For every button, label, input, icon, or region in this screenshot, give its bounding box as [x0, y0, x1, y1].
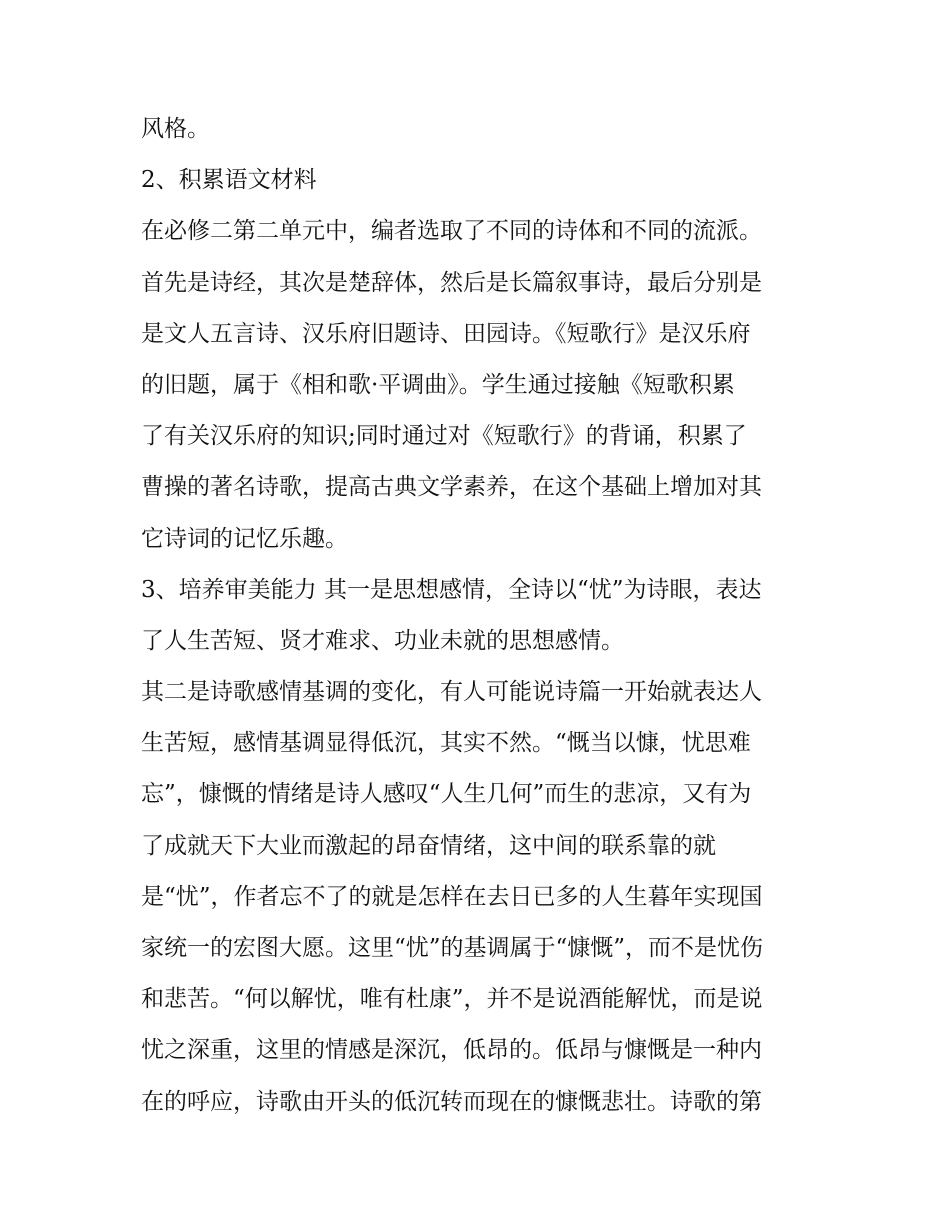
text-line: 在必修二第二单元中，编者选取了不同的诗体和不同的流派。 [141, 218, 762, 245]
text-line: 是文人五言诗、汉乐府旧题诗、田园诗。《短歌行》是汉乐府 [141, 320, 751, 347]
text-line: 了有关汉乐府的知识;同时通过对《短歌行》的背诵，积累了 [141, 423, 747, 450]
text-line: 了成就天下大业而激起的昂奋情绪，这中间的联系靠的就 [141, 832, 716, 859]
text-line: 忧之深重，这里的情感是深沉，低昂的。低昂与慷慨是一种内 [141, 1037, 762, 1064]
text-line: 家统一的宏图大愿。这里“忧”的基调属于“慷慨”，而不是忧伤 [141, 935, 764, 961]
body-text [141, 107, 831, 1131]
section-heading: 2、积累语文材料 [141, 167, 317, 194]
text-line: 和悲苦。“何以解忧，唯有杜康”，并不是说酒能解忧，而是说 [141, 986, 763, 1013]
text-line: 在的呼应，诗歌由开头的低沉转而现在的慷慨悲壮。诗歌的第 [141, 1088, 762, 1115]
text-line: 是“忧”，作者忘不了的就是怎样在去日已多的人生暮年实现国 [141, 883, 763, 910]
text-line: 风格。 [141, 116, 210, 142]
text-line: 了人生苦短、贤才难求、功业未就的思想感情。 [141, 627, 624, 654]
text-line: 首先是诗经，其次是楚辞体，然后是长篇叙事诗，最后分别是 [141, 269, 762, 296]
section-heading: 3、培养审美能力 其一是思想感情，全诗以“忧”为诗眼，表达 [141, 576, 762, 603]
text-line: 忘”，慷慨的情绪是诗人感叹“人生几何”而生的悲凉，又有为 [141, 781, 752, 808]
text-line: 生苦短，感情基调显得低沉，其实不然。“慨当以慷，忧思难 [141, 730, 751, 757]
text-line: 其二是诗歌感情基调的变化，有人可能说诗篇一开始就表达人 [141, 679, 762, 706]
text-line: 它诗词的记忆乐趣。 [141, 525, 348, 552]
text-line: 的旧题，属于《相和歌·平调曲》。学生通过接触《短歌积累 [141, 371, 735, 398]
text-line: 曹操的著名诗歌，提高古典文学素养，在这个基础上增加对其 [141, 474, 762, 501]
